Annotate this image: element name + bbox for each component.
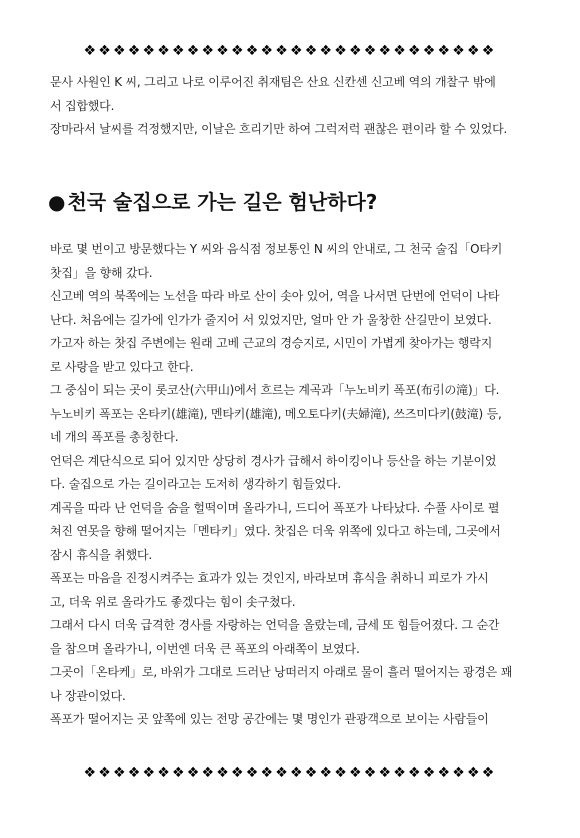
text-line: 계곡을 따라 난 언덕을 숨을 헐떡이며 올라가니, 드디어 폭포가 나타났다. 수풀 사이로 펼 — [50, 500, 500, 515]
top-ornament-divider: ❖❖❖❖❖❖❖❖❖❖❖❖❖❖❖❖❖❖❖❖❖❖❖❖❖❖❖❖ — [83, 43, 497, 59]
text-line: 폭포는 마음을 진정시켜주는 효과가 있는 것인지, 바라보며 휴식을 취하니 피로가 가시 — [50, 571, 489, 585]
text-line: 그래서 다시 더욱 급격한 경사를 자랑하는 언덕을 올랐는데, 금세 또 힘들어졌다. 그 순간 — [50, 618, 500, 632]
text-line: 나 장관이었다. — [50, 688, 126, 703]
bottom-ornament-divider: ❖❖❖❖❖❖❖❖❖❖❖❖❖❖❖❖❖❖❖❖❖❖❖❖❖❖❖❖ — [83, 765, 497, 781]
text-line: 난다. 처음에는 길가에 인가가 줄지어 서 있었지만, 얼마 안 가 울창한 산길만이 보였다. — [50, 312, 492, 327]
text-line: 언덕은 계단식으로 되어 있지만 상당히 경사가 급해서 하이킹이나 등산을 하는 기분이었 — [50, 453, 497, 468]
text-line: 로 사랑을 받고 있다고 한다. — [50, 359, 194, 374]
text-line: 가고자 하는 찻집 주변에는 원래 고베 근교의 경승지로, 시민이 가볍게 찾아가는 행락지 — [50, 336, 493, 350]
text-line: 찻집」을 향해 갔다. — [50, 265, 153, 280]
body-paragraphs — [50, 238, 540, 732]
text-line: 신고베 역의 북쪽에는 노선을 따라 바로 산이 솟아 있어, 역을 나서면 단번에 언덕이 나타 — [50, 289, 500, 303]
bullet-icon: ● — [48, 190, 66, 214]
text-line: 고, 더욱 위로 올라가도 좋겠다는 힘이 솟구쳤다. — [50, 594, 296, 609]
text-line: 네 개의 폭포를 총칭한다. — [50, 430, 179, 444]
text-line: 그곳이「온타케」로, 바위가 그대로 드러난 낭떠러지 아래로 물이 흘러 떨어지는 광경은 꽤 — [50, 665, 513, 679]
text-line: 폭포가 떨어지는 곳 앞쪽에 있는 전망 공간에는 몇 명인가 관광객으로 보이는 사람들이 — [50, 712, 489, 726]
section-heading — [48, 188, 548, 216]
text-line: 장마라서 날씨를 걱정했지만, 이날은 흐리기만 하여 그럭저럭 괜찮은 편이라 할 수 있었다. — [50, 122, 508, 136]
text-line: 을 참으며 올라가니, 이번엔 더욱 큰 폭포의 아래쪽이 보였다. — [50, 641, 360, 656]
text-line: 잠시 휴식을 취했다. — [50, 547, 152, 562]
text-line: 바로 몇 번이고 방문했다는 Y 씨와 음식점 정보통인 N 씨의 안내로, 그 천국 술집「O타키 — [50, 242, 503, 256]
text-line: 다. 술집으로 가는 길이라고는 도저히 생각하기 힘들었다. — [50, 477, 341, 491]
text-line: 누노비키 폭포는 온타키(雄滝), 멘타키(雄滝), 메오토다키(夫婦滝), 쓰즈미다키(鼓滝) 등, — [50, 406, 502, 421]
intro-paragraphs — [50, 71, 540, 142]
section-heading-text: 천국 술집으로 가는 길은 험난하다? — [67, 190, 378, 214]
text-line: 쳐진 연못을 향해 떨어지는「멘타키」였다. 찻집은 더욱 위쪽에 있다고 하는데, 그곳에서 — [50, 524, 501, 538]
text-line: 서 집합했다. — [50, 98, 115, 113]
text-line: 그 중심이 되는 곳이 롯코산(六甲山)에서 흐르는 계곡과「누노비키 폭포(布引の滝)」다. — [50, 383, 500, 397]
text-line: 문사 사원인 K 씨, 그리고 나로 이루어진 취재팀은 산요 신칸센 신고베 역의 개찰구 밖에 — [50, 75, 496, 89]
